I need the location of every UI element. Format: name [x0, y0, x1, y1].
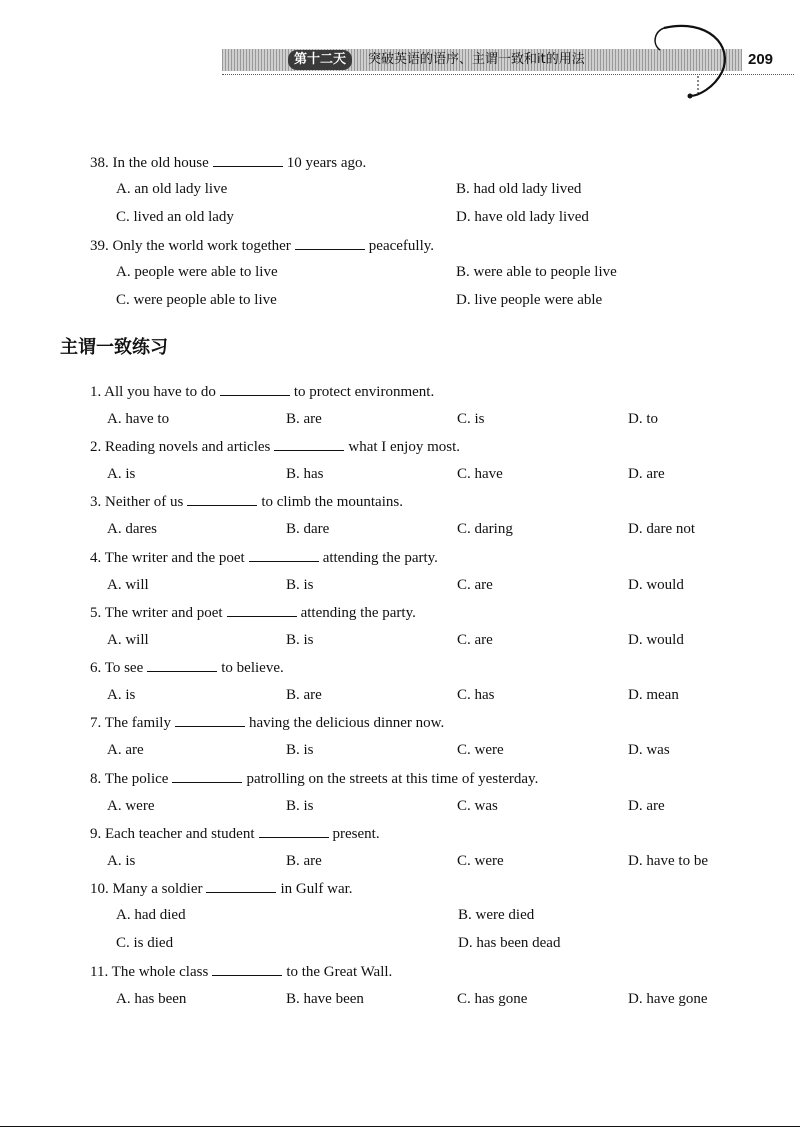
option: C. were: [457, 853, 504, 869]
page-curl-icon: [638, 22, 734, 106]
stem-text-after: attending the party.: [322, 550, 438, 566]
option: D. mean: [628, 687, 679, 703]
stem-text-after: to protect environment.: [293, 384, 435, 400]
stem-text-before: 7. The family: [90, 715, 171, 731]
stem-text-before: 2. Reading novels and articles: [90, 439, 271, 455]
option: D. are: [628, 798, 665, 814]
answer-blank: [187, 491, 257, 506]
day-tab: 第十二天: [288, 50, 352, 70]
option: B. had old lady lived: [456, 181, 582, 197]
option: C. have: [457, 466, 503, 482]
option: C. was: [457, 798, 498, 814]
option: C. daring: [457, 521, 513, 537]
option: C. has gone: [457, 991, 528, 1007]
option: B. have been: [286, 991, 364, 1007]
option: B. is: [286, 798, 314, 814]
stem-text-after: what I enjoy most.: [348, 439, 461, 455]
stem-text-before: 39. Only the world work together: [90, 238, 291, 254]
answer-blank: [213, 152, 283, 167]
option: C. lived an old lady: [116, 209, 234, 225]
stem-text-after: having the delicious dinner now.: [248, 715, 445, 731]
answer-blank: [220, 381, 290, 396]
option: A. is: [107, 853, 136, 869]
option: A. have to: [107, 411, 170, 427]
option: D. has been dead: [458, 935, 561, 951]
question-stem: [90, 823, 380, 844]
stem-text-before: 6. To see: [90, 660, 144, 676]
answer-blank: [212, 961, 282, 976]
option: C. were people able to live: [116, 292, 277, 308]
stem-text-before: 8. The police: [90, 771, 169, 787]
option: C. is died: [116, 935, 174, 951]
question-stem: [90, 436, 460, 457]
bottom-rule: [0, 1126, 800, 1127]
option: C. are: [457, 632, 493, 648]
question-stem: [90, 152, 366, 173]
stem-text-after: 10 years ago.: [286, 155, 367, 171]
option: B. were died: [458, 907, 535, 923]
option: A. dares: [107, 521, 157, 537]
stem-text-after: to the Great Wall.: [286, 964, 393, 980]
option: B. are: [286, 687, 322, 703]
answer-blank: [274, 436, 344, 451]
option: A. an old lady live: [116, 181, 228, 197]
option: B. are: [286, 411, 322, 427]
stem-text-after: to believe.: [221, 660, 284, 676]
option: A. are: [107, 742, 144, 758]
question-stem: [90, 547, 438, 568]
question-stem: [90, 235, 434, 256]
option: A. has been: [116, 991, 187, 1007]
question-stem: [90, 657, 284, 678]
stem-text-before: 9. Each teacher and student: [90, 826, 255, 842]
stem-text-after: patrolling on the streets at this time of yesterday.: [246, 771, 539, 787]
answer-blank: [249, 547, 319, 562]
option: A. is: [107, 687, 136, 703]
option: D. would: [628, 632, 684, 648]
option: A. will: [107, 577, 149, 593]
stem-text-after: to climb the mountains.: [261, 494, 403, 510]
answer-blank: [227, 602, 297, 617]
stem-text-before: 10. Many a soldier: [90, 881, 203, 897]
option: A. were: [107, 798, 155, 814]
answer-blank: [295, 235, 365, 250]
option: D. to: [628, 411, 658, 427]
stem-text-after: peacefully.: [368, 238, 435, 254]
question-stem: [90, 768, 538, 789]
stem-text-before: 11. The whole class: [90, 964, 209, 980]
option: C. is: [457, 411, 485, 427]
answer-blank: [206, 878, 276, 893]
question-stem: [90, 602, 416, 623]
chapter-title: 突破英语的语序、主谓一致和it的用法: [368, 52, 585, 67]
option: D. would: [628, 577, 684, 593]
option: B. are: [286, 853, 322, 869]
option: C. are: [457, 577, 493, 593]
option: C. has: [457, 687, 495, 703]
option: D. dare not: [628, 521, 696, 537]
page-number: 209: [748, 51, 774, 68]
option: D. are: [628, 466, 665, 482]
option: B. were able to people live: [456, 264, 617, 280]
option: D. have old lady lived: [456, 209, 589, 225]
stem-text-before: 5. The writer and poet: [90, 605, 223, 621]
stem-text-before: 4. The writer and the poet: [90, 550, 245, 566]
question-stem: [90, 961, 392, 982]
stem-text-before: 1. All you have to do: [90, 384, 216, 400]
option: A. is: [107, 466, 136, 482]
stem-text-after: present.: [332, 826, 380, 842]
answer-blank: [175, 712, 245, 727]
option: B. is: [286, 742, 314, 758]
option: A. people were able to live: [116, 264, 278, 280]
option: C. were: [457, 742, 504, 758]
stem-text-before: 38. In the old house: [90, 155, 209, 171]
stem-text-before: 3. Neither of us: [90, 494, 184, 510]
option: D. live people were able: [456, 292, 603, 308]
stem-text-after: in Gulf war.: [280, 881, 353, 897]
question-stem: [90, 878, 353, 899]
answer-blank: [259, 823, 329, 838]
option: D. have gone: [628, 991, 708, 1007]
question-stem: [90, 381, 434, 402]
option: B. is: [286, 632, 314, 648]
option: B. has: [286, 466, 324, 482]
option: D. have to be: [628, 853, 708, 869]
section-title: 主谓一致练习: [60, 337, 168, 358]
option: D. was: [628, 742, 670, 758]
option: A. will: [107, 632, 149, 648]
answer-blank: [147, 657, 217, 672]
option: B. dare: [286, 521, 330, 537]
question-stem: [90, 712, 444, 733]
question-stem: [90, 491, 403, 512]
answer-blank: [172, 768, 242, 783]
option: B. is: [286, 577, 314, 593]
stem-text-after: attending the party.: [300, 605, 416, 621]
option: A. had died: [116, 907, 186, 923]
